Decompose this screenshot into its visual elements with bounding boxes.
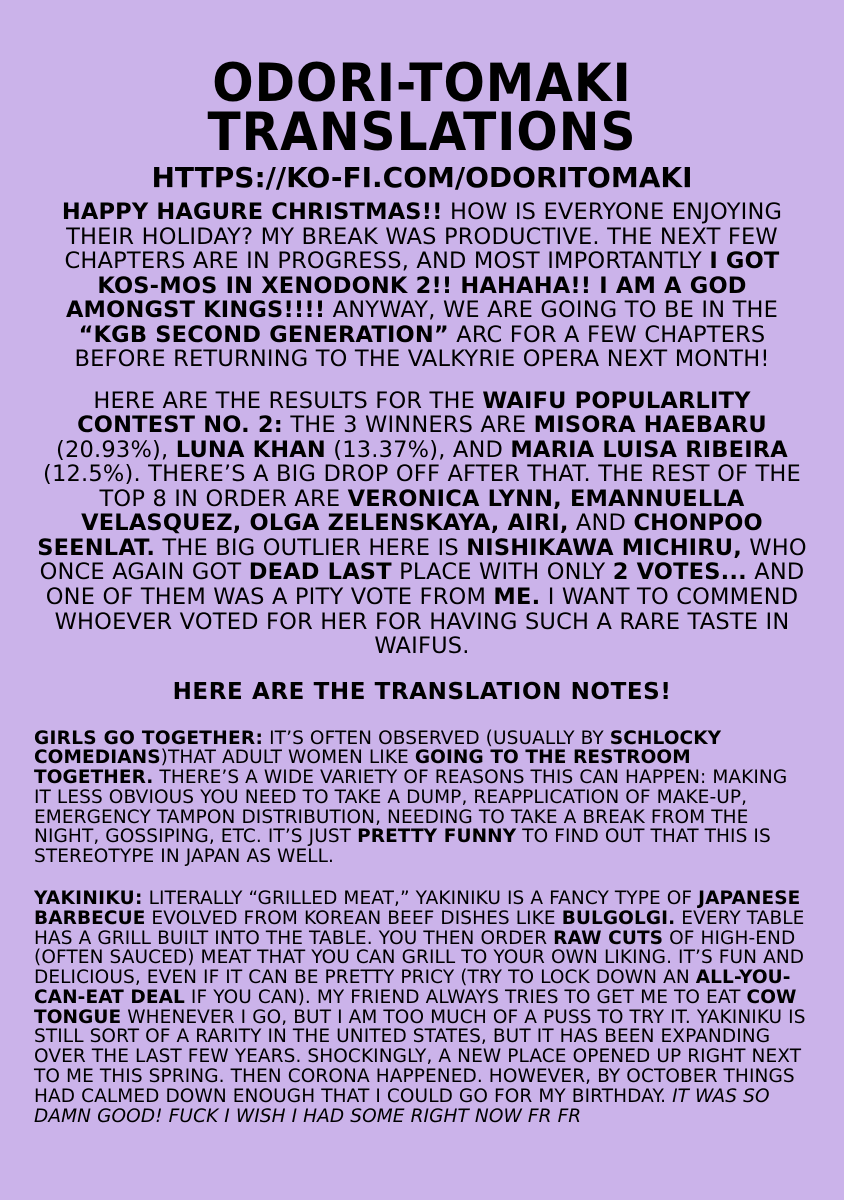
note-body-2: LITERALLY “GRILLED MEAT,” YAKINIKU IS A FANCY TYPE OF JAPANESE BARBECUE EVOLVED FROM KOREAN BEEF DISHES LIKE BULGOLGI. EVERY TABLE HAS A GRILL BUILT INTO THE TABLE. YOU THEN ORDER RAW CUTS OF HIGH-END (OFTEN SAUCED) MEAT THAT YOU CAN GRILL TO YOUR OWN LIKING. IT’S FUN AND DELICIOUS, EVEN IF IT CAN BE PRETTY PRICY (TRY TO LOCK DOWN AN ALL-YOU-CAN-EAT DEAL IF YOU CAN). MY FRIEND ALWAYS TRIES TO GET ME TO EAT COW TONGUE WHENEVER I GO, BUT I AM TOO MUCH OF A PUSS TO TRY IT. YAKINIKU IS STILL SORT OF A RARITY IN THE UNITED STATES, BUT IT HAS BEEN EXPANDING OVER THE LAST FEW YEARS. SHOCKINGLY, A NEW PLACE OPENED UP RIGHT NEXT TO ME THIS SPRING. THEN CORONA HAPPENED. HOWEVER, BY OCTOBER THINGS HAD CALMED DOWN ENOUGH THAT I COULD GO FOR MY BIRTHDAY. IT WAS SO DAMN GOOD! FUCK I WISH I HAD SOME RIGHT NOW FR FR — [34, 888, 806, 1127]
note-body-1: IT’S OFTEN OBSERVED (USUALLY BY SCHLOCKY COMEDIANS)THAT ADULT WOMEN LIKE GOING TO THE RESTROOM TOGETHER. THERE’S A WIDE VARIETY OF REASONS THIS CAN HAPPEN: MAKING IT LESS OBVIOUS YOU NEED TO TAKE A DUMP, REAPPLICATION OF MAKE-UP, EMERGENCY TAMPON DISTRIBUTION, NEEDING TO TAKE A BREAK FROM THE NIGHT, GOSSIPING, ETC. IT’S JUST PRETTY FUNNY TO FIND OUT THAT THIS IS STEREOTYPE IN JAPAN AS WELL. — [34, 727, 788, 868]
translation-note-2 — [34, 889, 810, 1126]
note-term-2: YAKINIKU: — [34, 888, 143, 909]
intro-paragraph: HAPPY HAGURE CHRISTMAS!! HOW IS EVERYONE ENJOYING THEIR HOLIDAY? MY BREAK WAS PRODUCTIVE. THE NEXT FEW CHAPTERS ARE IN PROGRESS, AND MOST IMPORTANTLY I GOT KOS-MOS IN XENODONK 2!! HAHAHA!! I AM A GOD AMONGST KINGS!!!! ANYWAY, WE ARE GOING TO BE IN THE “KGB SECOND GENERATION” ARC FOR A FEW CHAPTERS BEFORE RETURNING TO THE VALKYRIE OPERA NEXT MONTH! — [61, 199, 783, 373]
note-term-1: GIRLS GO TOGETHER: — [34, 727, 264, 749]
title-block — [34, 53, 810, 194]
contest-results-paragraph: HERE ARE THE RESULTS FOR THE WAIFU POPULARLITY CONTEST NO. 2: THE 3 WINNERS ARE MISORA HAEBARU (20.93%), LUNA KHAN (13.37%), AND MARIA LUISA RIBEIRA (12.5%). THERE’S A BIG DROP OFF AFTER THAT. THE REST OF THE TOP 8 IN ORDER ARE VERONICA LYNN, EMANNUELLA VELASQUEZ, OLGA ZELENSKAYA, AIRI, AND CHONPOO SEENLAT. THE BIG OUTLIER HERE IS NISHIKAWA MICHIRU, WHO ONCE AGAIN GOT DEAD LAST PLACE WITH ONLY 2 VOTES... AND ONE OF THEM WAS A PITY VOTE FROM ME. I WANT TO COMMEND WHOEVER VOTED FOR HER FOR HAVING SUCH A RARE TASTE IN WAIFUS. — [37, 387, 807, 660]
page-title-line-1: ODORI-TOMAKI — [212, 53, 632, 114]
kofi-url: HTTPS://KO-FI.COM/ODORITOMAKI — [151, 160, 693, 194]
page-title-line-2: TRANSLATIONS — [207, 101, 637, 163]
translation-note-1 — [34, 729, 810, 867]
notes-heading: HERE ARE THE TRANSLATION NOTES! — [172, 678, 672, 705]
